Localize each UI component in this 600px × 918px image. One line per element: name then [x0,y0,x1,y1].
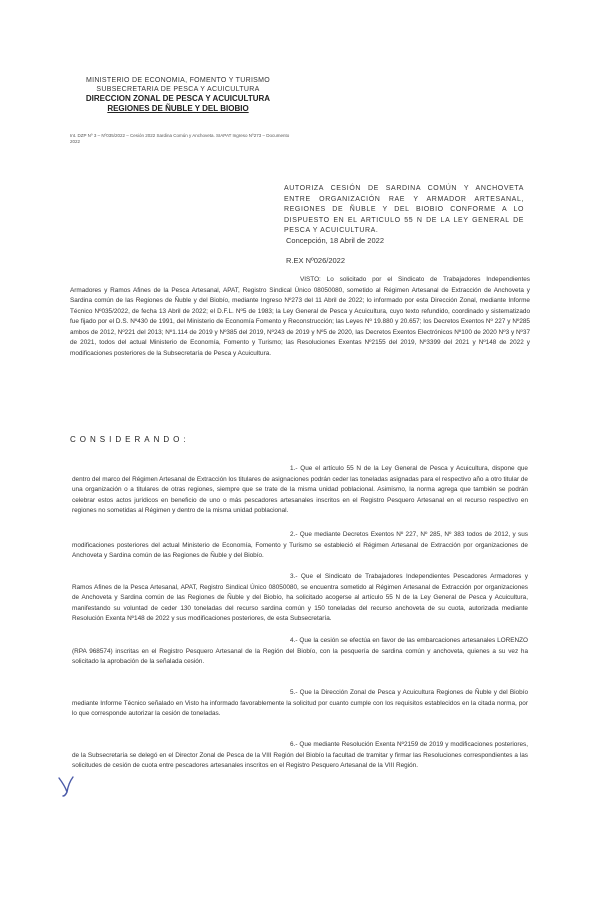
reference-line: Int. DZP Nº 3 – Nº035/2022 – Cesión 2022 Sardina Común y Anchoveta. SIAPAT Ingreso Nº273 – Documento 2022 [70,133,290,144]
resolution-number: R.EX Nº026/2022 [286,256,346,265]
considerando-paragraph-6: 6.- Que mediante Resolución Exenta Nº2159 de 2019 y modificaciones posteriores, de la Subsecretaría se delegó en el Director Zonal de Pesca de la VIII Región del Biobío la facultad de tramitar y firmar las Resoluciones correspondientes a las solicitudes de cesión de cuota entre pescadores artesanales inscritos en el Registro Pesquero Artesanal de la VIII Región. [72,741,528,769]
visto-paragraph: VISTO: Lo solicitado por el Sindicato de Trabajadores Independientes Armadores y Ramos Afines de la Pesca Artesanal, APAT, Registro Sindical Único 08050080, sometido al Régimen Artesanal de Extracción de Anchoveta y Sardina común de las Regiones de Ñuble y del Biobío, mediante Ingreso Nº273 del 11 Abril de 2022; lo informado por esta Dirección Zonal, mediante Informe Técnico Nº035/2022, de fecha 13 Abril de 2022; el D.F.L. Nº5 de 1983; la Ley General de Pesca y Acuicultura, cuyo texto refundido, coordinado y sistematizado fue fijado por el D.S. Nº430 de 1991, del Ministerio de Economía Fomento y Reconstrucción; las Leyes Nº 19.880 y 20.657; los Decretos Exentos Nº 227 y Nº285 ambos de 2012, Nº221 del 2013; Nº1.114 de 2019 y Nº385 del 2019, Nº243 de 2019 y Nº5 de 2020, las Decretos Exentos Electrónicos Nº100 de 2020 Nº3 y Nº37 de 2021, todos del actual Ministerio de Economía, Fomento y Turismo; las Resoluciones Exentas Nº2155 del 2019, Nº3399 del 2021 y Nº148 de 2022 y modificaciones posteriores de la Subsecretaría de Pesca y Acuicultura. [70,276,530,357]
direccion-zonal-name: DIRECCION ZONAL DE PESCA Y ACUICULTURA [85,94,271,103]
considerando-paragraph-4: 4.- Que la cesión se efectúa en favor de las embarcaciones artesanales LORENZO (RPA 968574) inscritas en el Registro Pesquero Artesanal de la Región del Biobío, con la pesquería de sardina común y anchoveta, quienes a su vez ha solicitado la aprobación de la señalada cesión. [72,637,528,665]
letterhead [78,76,278,114]
considerando-heading: CONSIDERANDO: [70,435,190,444]
document-date: Concepción, 18 Abril de 2022 [286,236,384,245]
considerando-paragraph-3: 3.- Que el Sindicato de Trabajadores Independientes Pescadores Armadores y Ramos Afines de la Pesca Artesanal, APAT, Registro Sindical Único 08050080, se encuentra sometido al Régimen Artesanal de Extracción por organizaciones de Anchoveta y Sardina común de las Regiones de Ñuble y del Biobío, ha solicitado acogerse al artículo 55 N de la Ley General de Pesca y Acuicultura, manifestando su voluntad de ceder 130 toneladas del recurso sardina común y 150 toneladas del recurso anchoveta de su cuota, autorizada mediante Resolución Exenta Nº148 de 2022 y sus modificaciones posteriores, de esta Subsecretaría. [72,573,528,622]
considerando-paragraph-5: 5.- Que la Dirección Zonal de Pesca y Acuicultura Regiones de Ñuble y del Biobío mediante Informe Técnico señalado en Visto ha informado favorablemente la solicitud por cuanto cumple con los requisitos establecidos en la citada norma, por lo que corresponde autorizar la cesión de toneladas. [72,689,528,717]
handwritten-margin-mark [56,772,78,798]
considerando-paragraph-1: 1.- Que el artículo 55 N de la Ley General de Pesca y Acuicultura, dispone que dentro del marco del Régimen Artesanal de Extracción los titulares de asignaciones podrán ceder las toneladas asignadas para el respectivo año a otro titular de una organización o a titulares de otras regiones, siempre que se trate de la misma unidad poblacional. Asimismo, la norma agrega que también se podrán celebrar estos actos jurídicos en beneficio de uno o más pescadores artesanales inscritos en el Registro Pesquero Artesanal en el recurso respectivo en regiones no sometidas al Régimen y dentro de la misma unidad poblacional. [72,465,528,514]
regions-name: REGIONES DE ÑUBLE Y DEL BIOBIO [107,104,249,113]
subsecretaria-name: SUBSECRETARIA DE PESCA Y ACUICULTURA [96,86,260,93]
ministry-name: MINISTERIO DE ECONOMIA, FOMENTO Y TURISMO [85,77,271,84]
resolution-subject: AUTORIZA CESIÓN DE SARDINA COMÚN Y ANCHOVETA ENTRE ORGANIZACIÓN RAE Y ARMADOR ARTESANAL, REGIONES DE ÑUBLE Y DEL BIOBIO CONFORME A LO DISPUESTO EN EL ARTICULO 55 N DE LA LEY GENERAL DE PESCA Y ACUICULTURA. [284,185,524,234]
considerando-paragraph-2: 2.- Que mediante Decretos Exentos Nº 227, Nº 285, Nº 383 todos de 2012, y sus modificaciones posteriores del actual Ministerio de Economía, Fomento y Turismo se estableció el Régimen Artesanal de Extracción por organizaciones de Anchoveta y Sardina común de las Regiones de Ñuble y del Biobío. [72,531,528,559]
